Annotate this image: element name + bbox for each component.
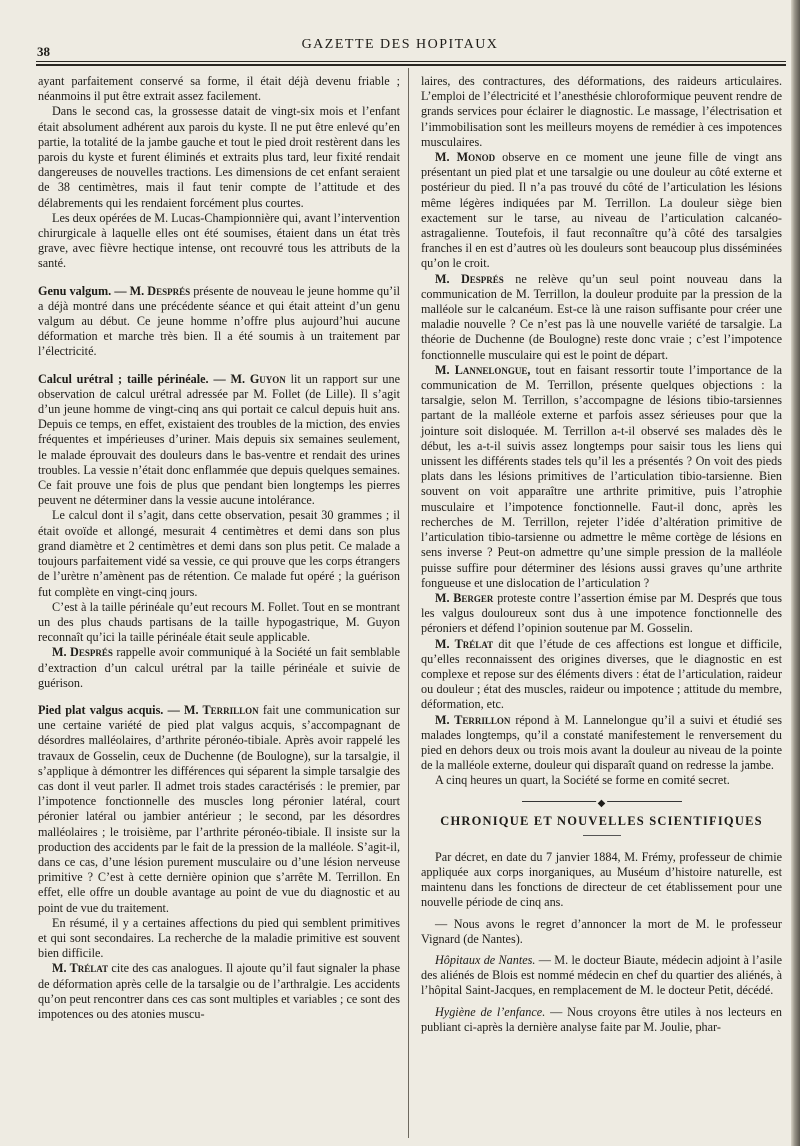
ornamental-rule bbox=[522, 797, 682, 809]
speaker-name: — M. Guyon bbox=[213, 371, 286, 386]
paragraph bbox=[421, 150, 782, 272]
paragraph: ayant parfaitement conservé sa forme, il était déjà devenu friable ; néanmoins il put être extrait assez facilement. bbox=[38, 74, 400, 104]
column-divider bbox=[408, 68, 409, 1138]
section-pied-plat-valgus bbox=[38, 703, 400, 916]
speaker-name: — M. Després bbox=[114, 283, 191, 298]
news-label: Hygiène de l’enfance. bbox=[435, 1004, 546, 1019]
paragraph-text: observe en ce moment une jeune fille de vingt ans présentant un pied plat et une tarsalgie ou une douleur au côté externe et postérieur du pied. Il n’a pas trouvé du côté de l’articulation les lésions même légères indiquées par M. Terrillon. La douleur siège bien exactement sur le tarse, au niveau de l’articulation calcanéo-astragalienne. Toutefois, il faut reconnaître qu’à côté des tarsalgies franches il en est d’autres où les douleurs sont beaucoup plus disséminées qu’on le croit. bbox=[421, 150, 782, 271]
paragraph-text: tout en faisant ressortir toute l’importance de la communication de M. Terrillon, présente quelques objections : la tarsalgie, selon M. Terrillon, s’accompagne de lésions tibio-tarsiennes partant de la malléole externe et parfois assez sérieuses pour que la jointure soit disloquée. M. Terrillon a-t-il observé ses malades dès le début, les a-t-il suivis assez longtemps pour saisir tous les liens qui unissent les différents stades tels qu’il les a présentés ? On voit des pieds plats dans les lésions primitives de l’articulation tibio-tarsienne. Bien souvent on voit apparaître une arthrite primitive, puis l’atrophie musculaire et l’impotence fonctionnelle. Faut-il donc, après les recherches de M. Terrillon, rejeter l’idée d’altération primitive de l’articulation tibio-tarsienne ou admettre le même cortège de lésions en sens inverse ? Peut-on admettre qu’une simple pression de la malléole puisse suffire pour déterminer des lésions aussi graves qu’une arthrite fongueuse et une dislocation de l’articulation ? bbox=[421, 362, 782, 590]
section-genu-valgum bbox=[38, 284, 400, 360]
section-text: présente de nouveau le jeune homme qu’il a déjà montré dans une précédente séance et qui était atteint d’un genu valgum au début. Ce jeune homme n’offre plus aujourd’hui aucune déformation et marche très bien. Il a été soumis à un traitement par l’électricité. bbox=[38, 283, 400, 359]
section-text: lit un rapport sur une observation de calcul urétral adressée par M. Follet (de Lille). Il s’agit d’un jeune homme de vingt-cinq ans qui portait ce calcul depuis huit ans. Depuis ce temps, en effet, existaient des troubles de la miction, des envies fréquentes et impérieuses d’uriner. Mais depuis six semaines seulement, le malade éprouvait des douleurs dans le bas-ventre et rendait des urines troubles. La vessie n’était donc enflammée que depuis quelques semaines. Ce fait prouve une fois de plus que pendant bien longtemps les pierres peuvent ne déterminer dans la vessie aucune intolérance. bbox=[38, 371, 400, 508]
speaker-name: — M. Terrillon bbox=[167, 702, 259, 717]
paragraph bbox=[421, 272, 782, 363]
section-title-chronique: CHRONIQUE ET NOUVELLES SCIENTIFIQUES bbox=[440, 813, 763, 828]
paragraph: Dans le second cas, la grossesse datait de vingt-six mois et l’enfant était absolument adhérent aux parois du kyste. Il ne put être enlevé qu’en partie, la totalité de la jambe gauche et tout le pied droit restèrent dans les parois du kyste et furent éliminés et extraits plus tard, leur fixité rendait dangereuses de nouvelles tractions. Les dimensions de cet enfant seraient de 38 centimètres, mais il faut tenir compte de l’attitude et des délabrements qui les rendaient forcément plus courtes. bbox=[38, 104, 400, 210]
section-heading: Genu valgum. bbox=[38, 283, 112, 298]
paragraph-text: répond à M. Lannelongue qu’il a suivi et étudié ses malades longtemps, qu’il a constaté manifestement le renversement du pied en dehors deux ou trois mois avant la douleur au niveau de la pointe de la malléole externe, douleur qui disparaît quand on redresse la jambe. bbox=[421, 712, 783, 773]
journal-title: GAZETTE DES HOPITAUX bbox=[301, 37, 499, 52]
paragraph-text: dit que l’étude de ces affections est longue et difficile, qu’elles reconnaissent des origines diverses, que le diagnostic en est complexe et repose sur des éléments divers : état de l’articulation, raideur ou douleur ; état des muscles, raideur ou impotence ; attitude du membre, déformation, etc. bbox=[421, 636, 782, 712]
paragraph bbox=[38, 961, 400, 1022]
paragraph bbox=[421, 637, 782, 713]
paragraph: En résumé, il y a certaines affections du pied qui semblent primitives et qui sont secondaires. La recherche de la maladie primitive est souvent bien difficile. bbox=[38, 915, 400, 961]
speaker-name: M. Trélat bbox=[52, 961, 109, 976]
paragraph-text: — M. le docteur Biaute, médecin adjoint à l’asile des aliénés de Blois est nommé médecin en chef du quartier des aliénés, à l’hôpital Saint-Jacques, en remplacement de M. le docteur Petit, décédé. bbox=[421, 952, 783, 998]
header-rule-thick bbox=[36, 64, 786, 66]
left-column bbox=[38, 74, 400, 1022]
page-binding-edge bbox=[791, 0, 800, 1146]
header-rule bbox=[36, 61, 786, 62]
speaker-name: M. Després bbox=[52, 645, 113, 660]
paragraph bbox=[421, 363, 782, 591]
paragraph: Les deux opérées de M. Lucas-Championnière qui, avant l’intervention chirurgicale à laquelle elles ont été soumises, étaient dans un état très grave, avec fièvre hectique intense, ont recouvré tous les attributs de la santé. bbox=[38, 210, 400, 271]
paragraph: laires, des contractures, des déformations, des raideurs articulaires. L’emploi de l’électricité et l’anesthésie chloroformique peuvent rendre de grands services pour éclairer le diagnostic. Le massage, l’électrisation et l’immobilisation sont les meilleurs moyens de remédier à ces impotences musculaires. bbox=[421, 74, 782, 149]
title-underline bbox=[583, 835, 621, 836]
paragraph: C’est à la taille périnéale qu’eut recours M. Follet. Tout en se montrant un des plus chauds partisans de la taille hypogastrique, M. Guyon reconnaît qu’ici la taille périnéale était seule applicable. bbox=[38, 599, 400, 645]
section-text: fait une communication sur une certaine variété de pied plat valgus acquis, s’accompagnant de désordres malléolaires, d’arthrite péronéo-tibiale. Après avoir rappelé les travaux de Gosselin, ceux de Duchenne (de Boulogne), sur la tarsalgie, il s’applique à démontrer les différences qui séparent la simple tarsalgie des cas dont il veut parler. Il admet trois stades caractérisés : le premier, par l’impotence fonctionnelle des muscles long péronier latéral, court péronier latéral ou jambier antérieur ; le second, par les désordres malléolaires ; le troisième, par l’arthrite péronéo-tibiale. Il insiste sur la production des accidents par le fait de la pression de la malléole. S’agit-il, dans ce cas, d’une lésion purement musculaire ou d’une lésion nerveuse primitive ? C’est à cette dernière opinion que s’arrête M. Terrillon. En effet, elle offre un double avantage au point de vue du diagnostic et au point de vue du traitement. bbox=[38, 702, 400, 915]
speaker-name: M. Trélat bbox=[435, 636, 494, 651]
speaker-name: M. Berger bbox=[435, 590, 494, 605]
paragraph-text: cite des cas analogues. Il ajoute qu’il faut signaler la phase de déformation après celle de la tarsalgie ou de l’arthralgie. Les accidents qu’on peut rencontrer dans ces cas sont multiples et variables ; ce sont des impotences ou des atonies muscu- bbox=[38, 961, 400, 1021]
paragraph: Le calcul dont il s’agit, dans cette observation, pesait 30 grammes ; il était ovoïde et allongé, mesurait 4 centimètres et demi dans son plus grand diamètre et 2 centimètres et demi dans son plus petit. Ce malade a toujours parfaitement vidé sa vessie, ce qui prouve que les corps étrangers de l’urètre n’amènent pas de rétention. Ce malade fut opéré ; la guérison fut complète en vingt-cinq jours. bbox=[38, 508, 400, 599]
page-number: 38 bbox=[37, 44, 50, 59]
speaker-name: M. Monod bbox=[435, 150, 496, 165]
paragraph-text: — Nous croyons être utiles à nos lecteurs en publiant ci-après la dernière analyse faite par M. Joulie, phar- bbox=[421, 1004, 783, 1034]
speaker-name: M. Després bbox=[435, 271, 504, 286]
paragraph-text: rappelle avoir communiqué à la Société un fait semblable d’extraction d’un calcul urétral par la taille périnéale et suivie de guérison. bbox=[38, 645, 400, 690]
right-column bbox=[421, 74, 782, 1035]
section-calcul-uretral bbox=[38, 372, 400, 509]
section-heading: Pied plat valgus acquis. bbox=[38, 702, 164, 717]
paragraph bbox=[421, 591, 782, 637]
paragraph: Par décret, en date du 7 janvier 1884, M. Frémy, professeur de chimie appliquée aux corps inorganiques, au Muséum d’histoire naturelle, est maintenu dans les fonctions de directeur de cet établissement pour une nouvelle période de cinq ans. bbox=[421, 849, 782, 910]
section-heading: Calcul urétral ; taille périnéale. bbox=[38, 371, 209, 386]
paragraph bbox=[38, 645, 400, 691]
paragraph bbox=[421, 1005, 782, 1035]
news-label: Hôpitaux de Nantes. bbox=[435, 952, 536, 967]
paragraph bbox=[421, 713, 782, 774]
speaker-name: M. Terrillon bbox=[435, 712, 511, 727]
closing-line: A cinq heures un quart, la Société se forme en comité secret. bbox=[435, 773, 730, 788]
paragraph bbox=[421, 953, 782, 999]
paragraph-text: proteste contre l’assertion émise par M. Després que tous les valgus douloureux sont dus à une impotence fonctionnelle des péroniers et défend l’opinion soutenue par M. Gosselin. bbox=[421, 590, 783, 636]
paragraph: — Nous avons le regret d’annoncer la mort de M. le professeur Vignard (de Nantes). bbox=[421, 916, 782, 946]
ornament-icon: ◆ bbox=[596, 796, 608, 811]
paragraph-text: ne relève qu’un seul point nouveau dans la communication de M. Terrillon, la douleur produite par la pression de la malléole sur le calcanéum. Est-ce là une raison suffisante pour créer une maladie nouvelle ? Ce n’est pas là une nouvelle variété de tarsalgie. La théorie de Duchenne (de Boulogne) reste donc vraie ; c’est l’impotence fonctionnelle musculaire qui est le point de départ. bbox=[421, 271, 783, 362]
speaker-name: M. Lannelongue, bbox=[435, 362, 531, 377]
